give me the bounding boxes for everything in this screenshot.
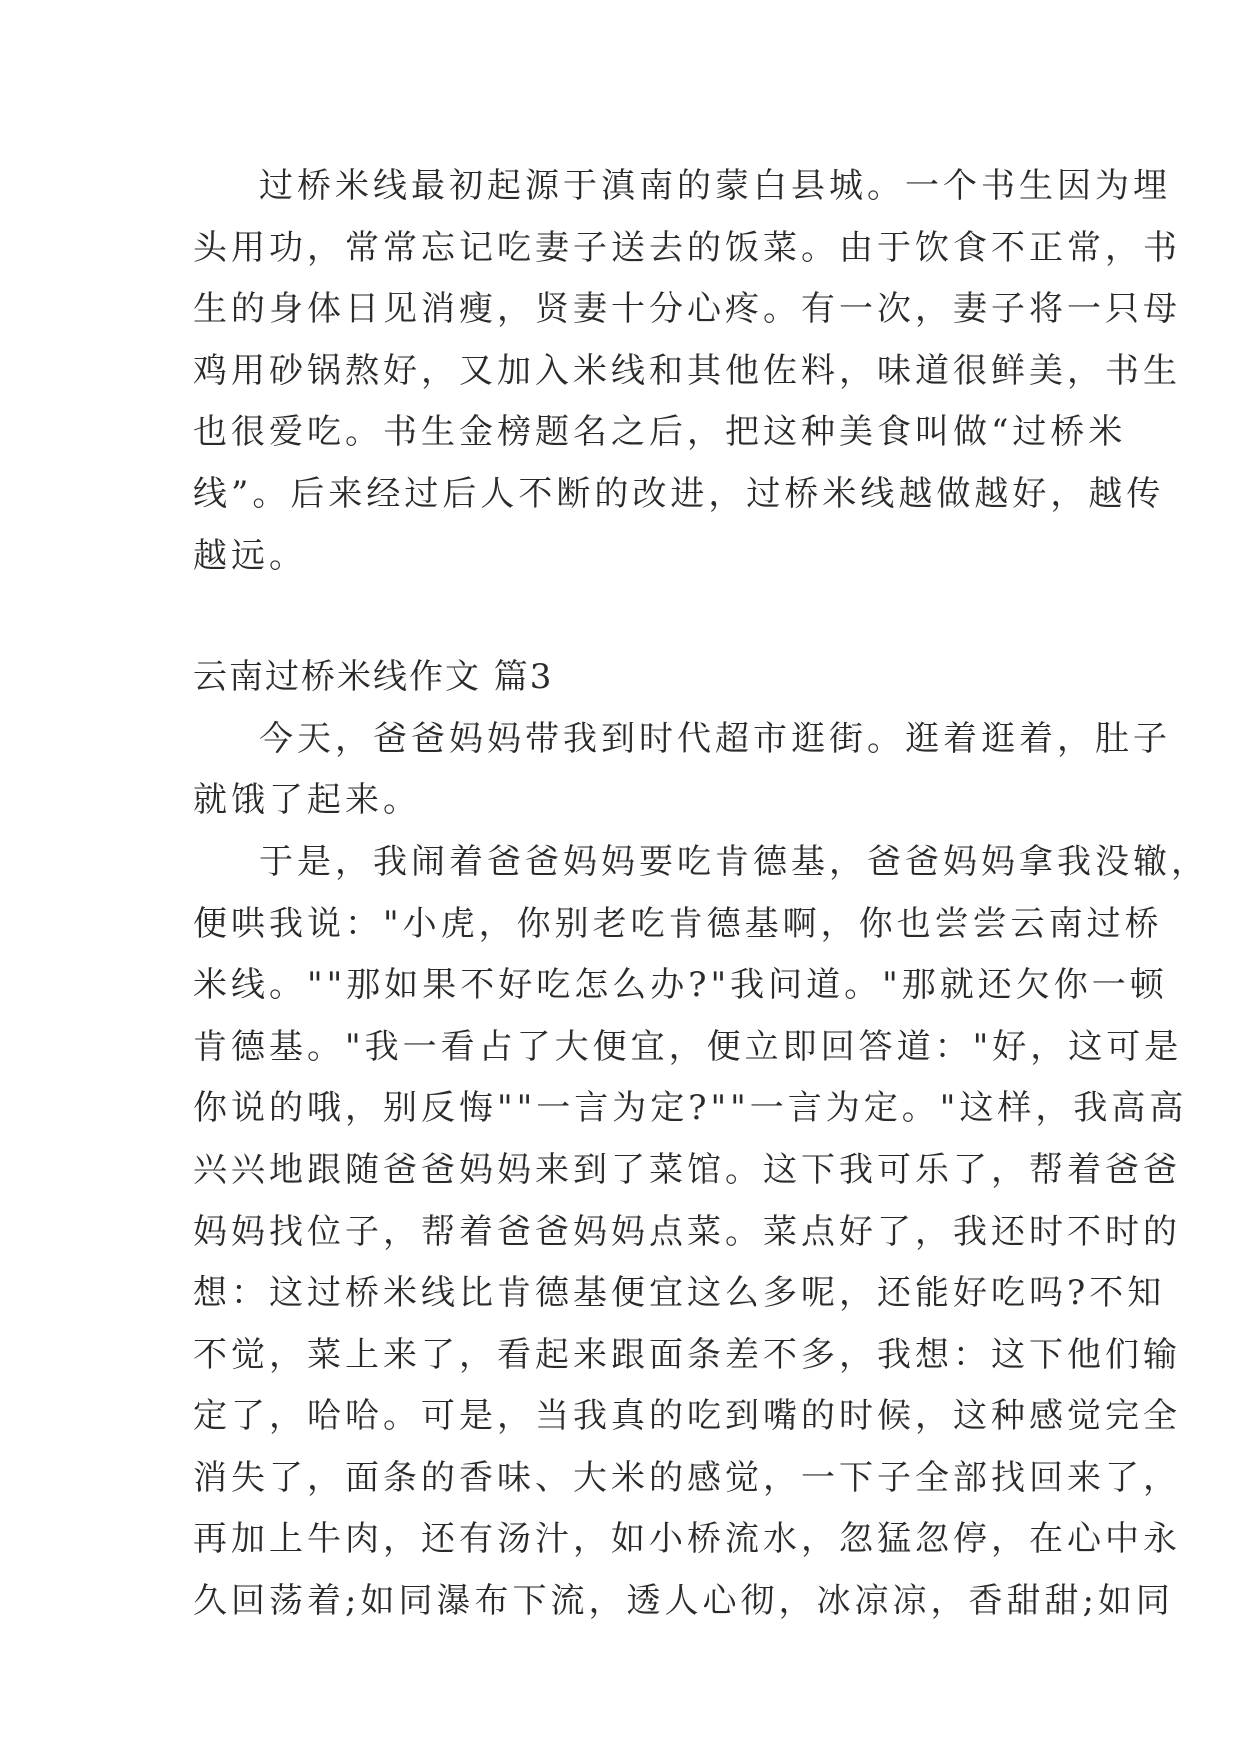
text-line: 于是，我闹着爸爸妈妈要吃肯德基，爸爸妈妈拿我没辙， [259,841,1209,882]
text-line: 过桥米线最初起源于滇南的蒙白县城。一个书生因为埋 [259,166,1171,206]
text-line: 生的身体日见消瘦，贤妻十分心疼。有一次，妻子将一只母 [193,289,1181,330]
paragraph-origin-story [193,156,1181,587]
text-line: 你说的哦，别反悔""一言为定?""一言为定。"这样，我高高 [193,1088,1188,1129]
text-line: 兴兴地跟随爸爸妈妈来到了菜馆。这下我可乐了，帮着爸爸 [193,1149,1181,1190]
text-line: 鸡用砂锅熬好，又加入米线和其他佐料，味道很鲜美，书生 [193,350,1181,391]
text-line: 就饿了起来。 [193,780,421,821]
text-line: 线”。后来经过后人不断的改进，过桥米线越做越好，越传 [193,473,1165,514]
paragraph-shopping [193,709,1171,832]
text-line: 也很爱吃。书生金榜题名之后，把这种美食叫做“过桥米 [193,412,1127,453]
text-line: 消失了，面条的香味、大米的感觉，一下子全部找回来了， [193,1457,1181,1498]
text-line: 再加上牛肉，还有汤汁，如小桥流水，忽猛忽停，在心中永 [193,1519,1181,1560]
text-line: 肯德基。"我一看占了大便宜，便立即回答道："好，这可是 [193,1026,1183,1067]
text-line: 米线。""那如果不好吃怎么办?"我问道。"那就还欠你一顿 [193,965,1168,1006]
section-heading: 云南过桥米线作文 篇3 [193,657,554,698]
section-spacer [193,587,1053,647]
text-line: 越远。 [193,535,307,576]
text-line: 头用功，常常忘记吃妻子送去的饭菜。由于饮食不正常，书 [193,227,1181,268]
text-line: 妈妈找位子，帮着爸爸妈妈点菜。菜点好了，我还时不时的 [193,1211,1181,1252]
text-line: 今天，爸爸妈妈带我到时代超市逛街。逛着逛着，肚子 [259,718,1171,759]
text-line: 定了，哈哈。可是，当我真的吃到嘴的时候，这种感觉完全 [193,1396,1181,1437]
document-body [193,156,1209,1633]
text-line: 不觉，菜上来了，看起来跟面条差不多，我想：这下他们输 [193,1334,1181,1375]
paragraph-restaurant [193,832,1209,1633]
text-line: 想：这过桥米线比肯德基便宜这么多呢，还能好吃吗?不知 [193,1273,1166,1314]
text-line: 久回荡着;如同瀑布下流，透人心彻，冰凉凉，香甜甜;如同 [193,1581,1174,1622]
text-line: 便哄我说："小虎，你别老吃肯德基啊，你也尝尝云南过桥 [193,903,1163,944]
